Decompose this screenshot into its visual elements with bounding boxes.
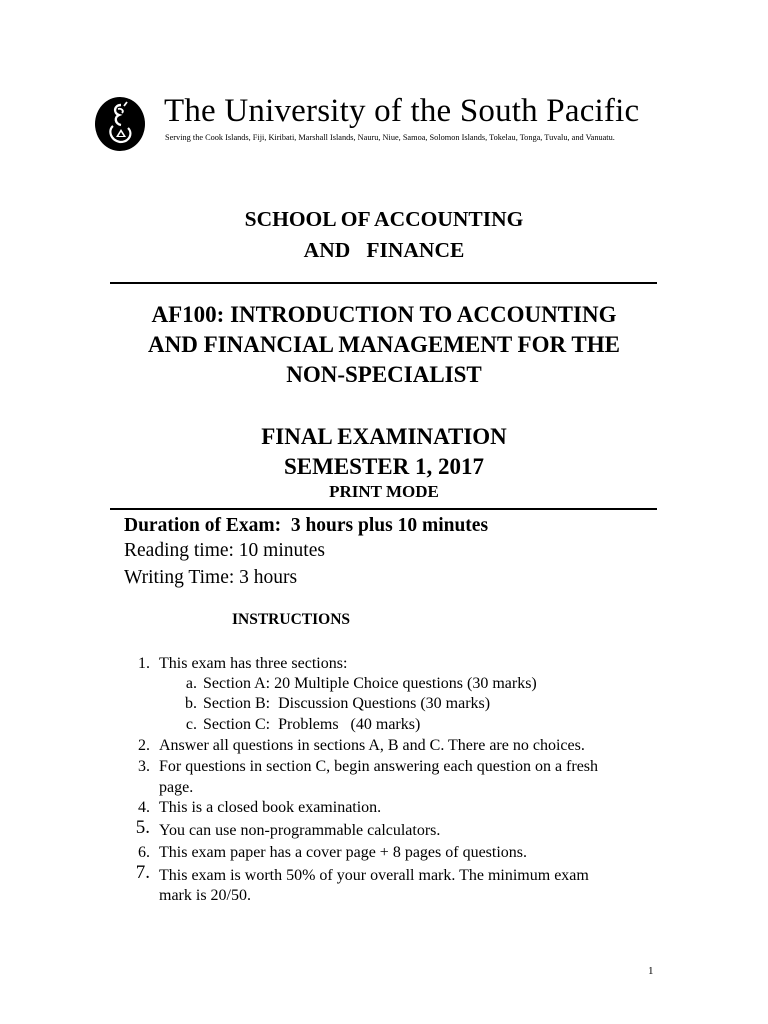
course-title — [110, 300, 658, 390]
writing-time: Writing Time: 3 hours — [124, 567, 298, 588]
item-number: 1. — [138, 655, 150, 672]
university-header — [94, 93, 694, 156]
course-line-1: AF100: INTRODUCTION TO ACCOUNTING — [151, 302, 617, 327]
course-line-2: AND FINANCIAL MANAGEMENT FOR THE — [148, 332, 620, 357]
item-text: This exam is worth 50% of your overall mark. The minimum exam — [159, 867, 589, 884]
item-letter: c. — [185, 716, 197, 733]
item-text: This exam paper has a cover page + 8 pages of questions. — [159, 844, 528, 861]
item-text: Answer all questions in sections A, B and C. There are no choices. — [159, 737, 585, 754]
item-text-continued: mark is 20/50. — [159, 887, 251, 904]
item-number: 4. — [138, 799, 150, 816]
exam-title: FINAL EXAMINATION — [261, 424, 507, 449]
school-name — [110, 204, 658, 266]
item-number: 5. — [135, 817, 150, 838]
item-number: 7. — [135, 862, 150, 883]
university-tagline: Serving the Cook Islands, Fiji, Kiribati, Marshall Islands, Nauru, Niue, Samoa, Solomon Islands, Tokelau, Tonga, Tuvalu, and Vanuatu. — [165, 133, 615, 142]
item-text-continued: page. — [159, 779, 194, 796]
exam-mode: PRINT MODE — [329, 482, 439, 501]
divider-top — [110, 282, 657, 284]
page-number: 1 — [648, 965, 654, 977]
item-letter: b. — [185, 695, 197, 712]
exam-duration: Duration of Exam: 3 hours plus 10 minutes — [124, 515, 489, 536]
university-logo — [94, 96, 146, 152]
item-text: This is a closed book examination. — [159, 799, 382, 816]
item-number: 2. — [138, 737, 150, 754]
exam-title-block — [110, 422, 658, 482]
item-letter: a. — [185, 675, 197, 692]
divider-bottom — [110, 508, 657, 510]
school-line-2: AND FINANCE — [303, 238, 465, 262]
item-number: 3. — [138, 758, 150, 775]
university-name: The University of the South Pacific — [164, 93, 640, 129]
item-text: This exam has three sections: — [159, 655, 348, 672]
item-text: For questions in section C, begin answering each question on a fresh — [159, 758, 599, 775]
item-text: Section B: Discussion Questions (30 marks) — [203, 695, 491, 712]
item-number: 6. — [138, 844, 150, 861]
reading-time: Reading time: 10 minutes — [124, 540, 325, 561]
item-text: You can use non-programmable calculators. — [159, 822, 441, 839]
item-text: Section C: Problems (40 marks) — [203, 716, 421, 733]
school-line-1: SCHOOL OF ACCOUNTING — [244, 207, 524, 231]
item-text: Section A: 20 Multiple Choice questions (30 marks) — [203, 675, 537, 692]
course-line-3: NON-SPECIALIST — [286, 362, 482, 387]
exam-semester: SEMESTER 1, 2017 — [283, 454, 484, 479]
instructions-heading: INSTRUCTIONS — [232, 611, 351, 628]
